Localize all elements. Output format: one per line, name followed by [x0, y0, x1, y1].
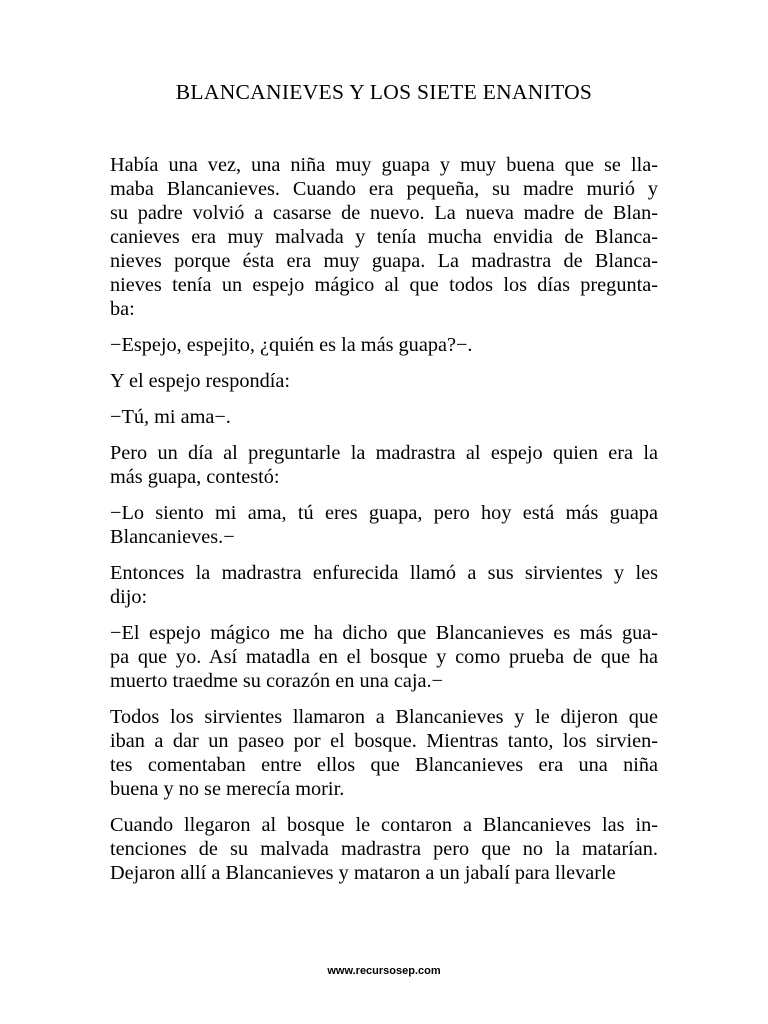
paragraph-line: −Lo siento mi ama, tú eres guapa, pero hoy está más guapa: [110, 502, 658, 524]
paragraph-line: muerto traedme su corazón en una caja.−: [110, 670, 443, 692]
paragraph-line: maba Blancanieves. Cuando era pequeña, su madre murió y: [110, 178, 658, 200]
story-paragraph: [110, 561, 658, 609]
paragraph-line: Dejaron allí a Blancanieves y mataron a un jabalí para llevarle: [110, 862, 616, 884]
paragraph-line: su padre volvió a casarse de nuevo. La nueva madre de Blan-: [110, 202, 658, 224]
story-paragraph: [110, 501, 658, 549]
paragraph-line: iban a dar un paseo por el bosque. Mientras tanto, los sirvien-: [110, 730, 658, 752]
paragraph-line: −El espejo mágico me ha dicho que Blancanieves es más gua-: [110, 622, 658, 644]
page-title: BLANCANIEVES Y LOS SIETE ENANITOS: [175, 80, 593, 104]
paragraph-line: dijo:: [110, 586, 148, 608]
paragraph-line: más guapa, contestó:: [110, 466, 280, 488]
footer-url: www.recursosep.com: [327, 965, 441, 977]
story-paragraph: [110, 621, 658, 693]
paragraph-line: pa que yo. Así matadla en el bosque y como prueba de que ha: [110, 646, 658, 668]
paragraph-line: Y el espejo respondía:: [110, 370, 291, 392]
story-paragraph: [110, 405, 658, 429]
paragraph-line: Todos los sirvientes llamaron a Blancanieves y le dijeron que: [110, 706, 658, 728]
story-paragraph: [110, 333, 658, 357]
story-paragraph: [110, 441, 658, 489]
story-paragraph: [110, 705, 658, 801]
story-paragraph: [110, 369, 658, 393]
paragraph-line: nieves porque ésta era muy guapa. La madrastra de Blanca-: [110, 250, 658, 272]
paragraph-line: Blancanieves.−: [110, 526, 235, 548]
paragraph-line: buena y no se merecía morir.: [110, 778, 345, 800]
paragraph-line: −Espejo, espejito, ¿quién es la más guapa?−.: [110, 334, 473, 356]
story-paragraph: [110, 813, 658, 885]
paragraph-line: Entonces la madrastra enfurecida llamó a sus sirvientes y les: [110, 562, 658, 584]
story-body: [110, 153, 658, 897]
paragraph-line: tenciones de su malvada madrastra pero que no la matarían.: [110, 838, 658, 860]
story-paragraph: [110, 153, 658, 321]
paragraph-line: −Tú, mi ama−.: [110, 406, 231, 428]
paragraph-line: Cuando llegaron al bosque le contaron a Blancanieves las in-: [110, 814, 658, 836]
paragraph-line: Había una vez, una niña muy guapa y muy buena que se lla-: [110, 154, 658, 176]
paragraph-line: canieves era muy malvada y tenía mucha envidia de Blanca-: [110, 226, 658, 248]
paragraph-line: Pero un día al preguntarle la madrastra al espejo quien era la: [110, 442, 658, 464]
paragraph-line: ba:: [110, 298, 135, 320]
paragraph-line: tes comentaban entre ellos que Blancanieves era una niña: [110, 754, 658, 776]
paragraph-line: nieves tenía un espejo mágico al que todos los días pregunta-: [110, 274, 658, 296]
